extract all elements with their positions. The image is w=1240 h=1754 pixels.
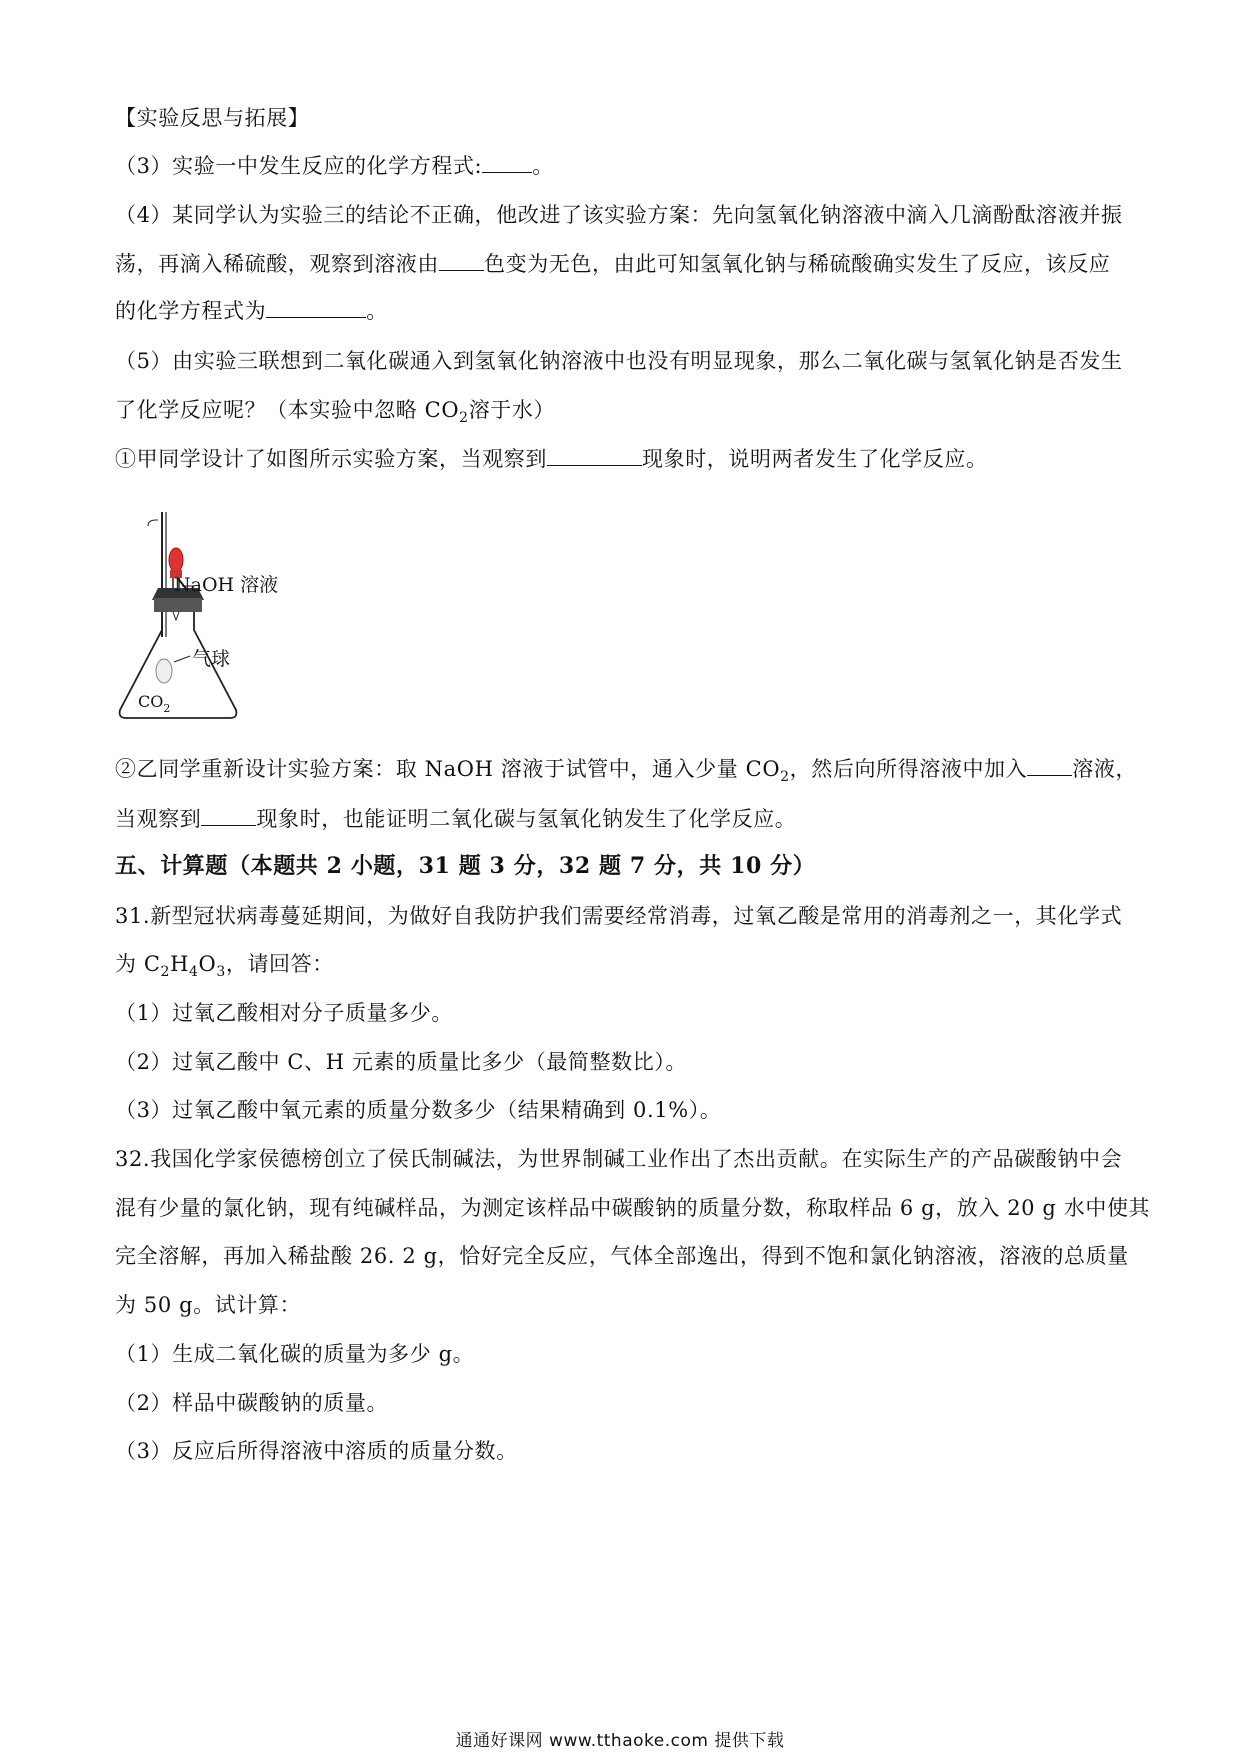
answer-blank[interactable]	[201, 805, 256, 826]
subscript: 3	[216, 964, 226, 981]
question-31-line-1: 31.新型冠状病毒蔓延期间，为做好自我防护我们需要经常消毒，过氧乙酸是常用的消毒剂之一，其化学式	[115, 904, 1123, 928]
section-heading-reflection: 【实验反思与拓展】	[115, 106, 310, 130]
question-5-part-1	[115, 445, 988, 473]
question-4-text-b: 色变为无色，由此可知氢氧化钠与稀硫酸确实发生了反应，该反应	[484, 252, 1111, 276]
question-32-line-1: 32.我国化学家侯德榜创立了侯氏制碱法，为世界制碱工业作出了杰出贡献。在实际生产的产品碳酸钠中会	[115, 1147, 1123, 1171]
part-2-text-b: ，然后向所得溶液中加入	[789, 757, 1028, 781]
question-3-end: 。	[532, 154, 554, 178]
question-3-text: （3）实验一中发生反应的化学方程式:	[115, 154, 483, 178]
part-1-text-a: ①甲同学设计了如图所示实验方案，当观察到	[115, 447, 547, 471]
part-2-text-e: 现象时，也能证明二氧化碳与氢氧化钠发生了化学反应。	[256, 807, 797, 831]
part-2-text-d: 当观察到	[115, 807, 202, 831]
question-4-end: 。	[366, 299, 388, 323]
answer-blank[interactable]	[1027, 755, 1072, 776]
question-31-line-2	[115, 950, 334, 981]
naoh-solution-label: NaOH 溶液	[174, 574, 279, 596]
question-5-text-b: 溶于水）	[468, 398, 556, 422]
question-4-text-a: 荡，再滴入稀硫酸，观察到溶液由	[115, 252, 439, 276]
subscript: 4	[188, 964, 199, 981]
part-1-text-b: 现象时，说明两者发生了化学反应。	[642, 447, 988, 471]
question-5-text-a: 了化学反应呢？（本实验中忽略 CO	[115, 398, 460, 422]
balloon-label: 气球	[192, 648, 231, 670]
question-5-part-2-line-1	[115, 755, 1138, 786]
co2-label: $CO_2$	[138, 692, 171, 715]
question-31-sub-1: （1）过氧乙酸相对分子质量多少。	[115, 1001, 453, 1025]
subscript: 2	[780, 769, 790, 786]
answer-blank[interactable]	[547, 445, 642, 466]
question-32-line-2: 混有少量的氯化钠，现有纯碱样品，为测定该样品中碳酸钠的质量分数，称取样品 6 g，放入 20 g 水中使其	[115, 1196, 1151, 1220]
question-32-sub-1: （1）生成二氧化碳的质量为多少 g。	[115, 1342, 475, 1366]
flask-diagram	[118, 512, 318, 727]
part-2-text-c: 溶液，	[1072, 757, 1138, 781]
question-32-line-3: 完全溶解，再加入稀盐酸 26. 2 g，恰好完全反应，气体全部逸出，得到不饱和氯化钠溶液，溶液的总质量	[115, 1244, 1129, 1268]
question-4-line-1: （4）某同学认为实验三的结论不正确，他改进了该实验方案：先向氢氧化钠溶液中滴入几滴酚酞溶液并振	[115, 203, 1123, 227]
question-4-line-2	[115, 250, 1110, 278]
answer-blank[interactable]	[439, 250, 484, 271]
question-32-line-4: 为 50 g。试计算：	[115, 1293, 302, 1317]
question-4-text-c: 的化学方程式为	[115, 299, 267, 323]
question-3	[115, 152, 554, 180]
subscript: 2	[160, 964, 171, 981]
formula-text: ，请回答：	[225, 952, 334, 976]
section-5-heading: 五、计算题（本题共 2 小题，31 题 3 分，32 题 7 分，共 10 分）	[115, 853, 816, 879]
question-5-part-2-line-2	[115, 805, 796, 833]
formula-text: H	[170, 952, 189, 976]
question-31-sub-3: （3）过氧乙酸中氧元素的质量分数多少（结果精确到 0.1%）。	[115, 1098, 722, 1122]
footer-source: 通通好课网 www.tthaoke.com 提供下载	[455, 1731, 785, 1751]
question-5-line-1: （5）由实验三联想到二氧化碳通入到氢氧化钠溶液中也没有明显现象，那么二氧化碳与氢氧化钠是否发生	[115, 349, 1123, 373]
flask-apparatus-figure	[118, 512, 318, 727]
formula-text: 为 C	[115, 952, 161, 976]
question-5-line-2	[115, 396, 556, 427]
subscript: 2	[459, 410, 469, 427]
question-4-line-3	[115, 297, 388, 325]
formula-text: O	[198, 952, 217, 976]
answer-blank[interactable]	[266, 297, 366, 318]
part-2-text-a: ②乙同学重新设计实验方案：取 NaOH 溶液于试管中，通入少量 CO	[115, 757, 781, 781]
question-31-sub-2: （2）过氧乙酸中 C、H 元素的质量比多少（最简整数比）。	[115, 1050, 687, 1074]
answer-blank[interactable]	[482, 152, 532, 173]
question-32-sub-3: （3）反应后所得溶液中溶质的质量分数。	[115, 1439, 518, 1463]
question-32-sub-2: （2）样品中碳酸钠的质量。	[115, 1391, 389, 1415]
